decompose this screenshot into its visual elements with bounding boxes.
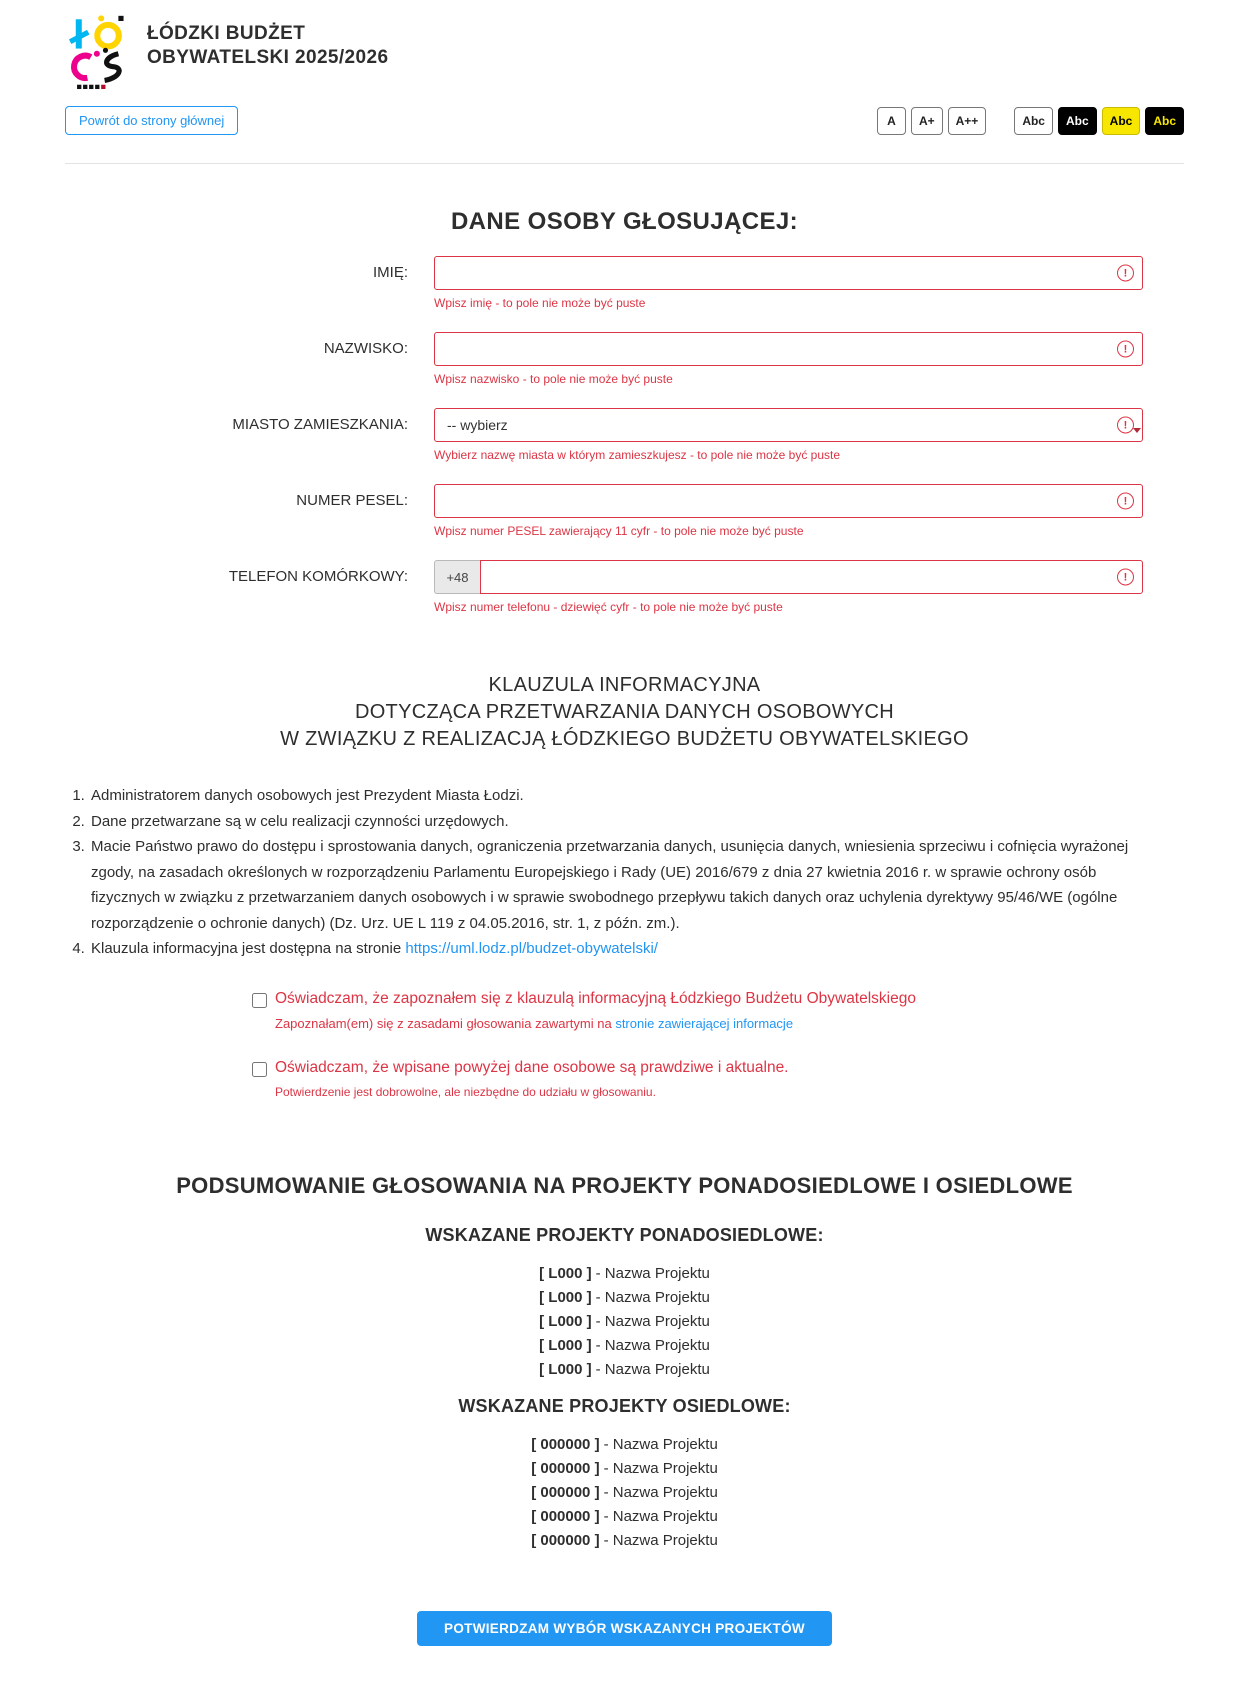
pesel-label: NUMER PESEL:: [296, 492, 408, 509]
project-name: - Nazwa Projektu: [595, 1264, 710, 1282]
site-title: [147, 12, 388, 70]
voting-rules-link[interactable]: stronie zawierającej informacje: [615, 1015, 794, 1031]
project-code: [ 000000 ]: [531, 1531, 600, 1549]
clause-item-1: 1. Administratorem danych osobowych jest Prezydent Miasta Łodzi.: [89, 783, 1169, 809]
project-code: [ L000 ]: [539, 1312, 592, 1330]
project-item: [65, 1310, 1184, 1334]
project-name: - Nazwa Projektu: [595, 1288, 710, 1306]
clause-item-3: 3. Macie Państwo prawo do dostępu i sprostowania danych, ograniczenia przetwarzania danych, usunięcia danych, wniesienia sprzeciwu i cofnięcia wyrażonej zgody, na zasadach określonych w rozporządzeniu Parlamentu Europejskiego i Rady (UE) 2016/679 z dnia 27 kwietnia 2016 r. w sprawie ochrony osób fizycznych w związku z przetwarzaniem danych osobowych i w sprawie swobodnego przepływu takich danych oraz uchylenia dyrektywy 95/46/WE (ogólne rozporządzenie o ochronie danych) (Dz. Urz. UE L 119 z 04.05.2016, str. 1, z późn. zm.).: [89, 834, 1169, 936]
last-name-label: NAZWISKO:: [323, 340, 408, 357]
clause-item-4: [89, 936, 1169, 962]
consent-2-subtext: Potwierdzenie jest dobrowolne, ale niezbędne do udziału w głosowaniu.: [275, 1084, 656, 1099]
project-code: [ L000 ]: [539, 1336, 592, 1354]
consent-2-checkbox[interactable]: [252, 1062, 267, 1077]
project-name: - Nazwa Projektu: [603, 1459, 718, 1477]
pesel-error: Wpisz numer PESEL zawierający 11 cyfr - to pole nie może być puste: [434, 524, 804, 538]
form-heading: DANE OSOBY GŁOSUJĄCEJ:: [450, 208, 799, 235]
font-size-larger-button[interactable]: A+: [911, 107, 943, 135]
project-code: [ L000 ]: [539, 1288, 592, 1306]
clause-heading-line2: DOTYCZĄCA PRZETWARZANIA DANYCH OSOBOWYCH: [354, 701, 895, 723]
first-name-input[interactable]: [434, 256, 1143, 290]
project-name: - Nazwa Projektu: [603, 1531, 718, 1549]
project-name: - Nazwa Projektu: [603, 1507, 718, 1525]
city-label: MIASTO ZAMIESZKANIA:: [232, 416, 408, 433]
error-icon: !: [1117, 417, 1134, 434]
form-row-last-name: [65, 332, 1184, 386]
project-name: - Nazwa Projektu: [595, 1312, 710, 1330]
last-name-input[interactable]: [434, 332, 1143, 366]
consent-2-label[interactable]: Oświadczam, że wpisane powyżej dane osobowe są prawdziwe i aktualne.: [275, 1058, 789, 1076]
contrast-default-button[interactable]: Abc: [1014, 107, 1053, 135]
contrast-black-white-button[interactable]: Abc: [1058, 107, 1097, 135]
toolbar: [65, 106, 1184, 135]
chevron-down-icon: [1133, 428, 1141, 433]
consent-1-checkbox[interactable]: [252, 993, 267, 1008]
font-size-largest-button[interactable]: A++: [948, 107, 987, 135]
consent-2: [252, 1059, 1184, 1099]
last-name-error: Wpisz nazwisko - to pole nie może być puste: [434, 372, 673, 386]
consent-1-subtext: [275, 1016, 1184, 1031]
error-icon: !: [1117, 341, 1134, 358]
project-code: [ 000000 ]: [531, 1459, 600, 1477]
project-item: [65, 1334, 1184, 1358]
project-name: - Nazwa Projektu: [603, 1483, 718, 1501]
clause-info-link[interactable]: https://uml.lodz.pl/budzet-obywatelski/: [405, 940, 658, 957]
site-title-line1: ŁÓDZKI BUDŻET: [147, 23, 306, 44]
error-icon: !: [1117, 265, 1134, 282]
header: [65, 0, 1184, 92]
consent-1-label[interactable]: Oświadczam, że zapoznałem się z klauzulą informacyjną Łódzkiego Budżetu Obywatelskiego: [275, 989, 916, 1007]
citywide-projects-list: [65, 1262, 1184, 1382]
project-item: [65, 1286, 1184, 1310]
project-code: [ 000000 ]: [531, 1435, 600, 1453]
site-title-line2: OBYWATELSKI 2025/2026: [147, 47, 389, 68]
phone-label: TELEFON KOMÓRKOWY:: [228, 568, 408, 585]
project-code: [ 000000 ]: [531, 1507, 600, 1525]
information-clause-section: [65, 672, 1184, 962]
clause-heading: [65, 672, 1184, 753]
contrast-yellow-black-button[interactable]: Abc: [1102, 107, 1141, 135]
district-projects-heading: WSKAZANE PROJEKTY OSIEDLOWE:: [458, 1395, 791, 1416]
clause-list: [69, 783, 1169, 962]
pesel-input[interactable]: [434, 484, 1143, 518]
form-row-first-name: [65, 256, 1184, 310]
clause-item-2: 2. Dane przetwarzane są w celu realizacji czynności urzędowych.: [89, 809, 1169, 835]
project-item: [65, 1457, 1184, 1481]
project-code: [ 000000 ]: [531, 1483, 600, 1501]
header-divider: [65, 163, 1184, 164]
contrast-black-yellow-button[interactable]: Abc: [1145, 107, 1184, 135]
consent-1-subtext-plain: Zapoznałam(em) się z zasadami głosowania zawartymi na: [275, 1015, 616, 1031]
city-error: Wybierz nazwę miasta w którym zamieszkujesz - to pole nie może być puste: [434, 448, 841, 462]
clause-heading-line3: W ZWIĄZKU Z REALIZACJĄ ŁÓDZKIEGO BUDŻETU OBYWATELSKIEGO: [280, 728, 969, 750]
city-select-value: -- wybierz: [447, 417, 508, 433]
error-icon: !: [1117, 569, 1134, 586]
city-select[interactable]: [434, 408, 1143, 442]
font-size-normal-button[interactable]: A: [877, 107, 906, 135]
back-to-home-button[interactable]: Powrót do strony głównej: [65, 106, 238, 135]
phone-prefix: +48: [434, 560, 480, 594]
first-name-label: IMIĘ:: [372, 264, 408, 281]
bottom-spacer: [65, 1646, 1184, 1708]
project-item: [65, 1433, 1184, 1457]
project-name: - Nazwa Projektu: [595, 1336, 710, 1354]
confirm-selection-button[interactable]: POTWIERDZAM WYBÓR WSKAZANYCH PROJEKTÓW: [417, 1611, 832, 1646]
lodz-city-logo: [65, 12, 127, 92]
accessibility-controls: [877, 107, 1184, 135]
project-item: [65, 1529, 1184, 1553]
clause-item-4-text: Klauzula informacyjna jest dostępna na stronie: [91, 940, 406, 957]
phone-input[interactable]: [480, 560, 1143, 594]
clause-heading-line1: KLAUZULA INFORMACYJNA: [488, 674, 761, 696]
project-code: [ L000 ]: [539, 1264, 592, 1282]
project-item: [65, 1481, 1184, 1505]
citywide-projects-heading: WSKAZANE PROJEKTY PONADOSIEDLOWE:: [425, 1224, 824, 1245]
project-name: - Nazwa Projektu: [595, 1360, 710, 1378]
district-projects-list: [65, 1433, 1184, 1553]
form-row-pesel: [65, 484, 1184, 538]
error-icon: !: [1117, 493, 1134, 510]
form-row-phone: [65, 560, 1184, 614]
phone-error: Wpisz numer telefonu - dziewięć cyfr - to pole nie może być puste: [434, 600, 783, 614]
project-name: - Nazwa Projektu: [603, 1435, 718, 1453]
consent-1: [252, 990, 1184, 1031]
first-name-error: Wpisz imię - to pole nie może być puste: [434, 296, 646, 310]
project-code: [ L000 ]: [539, 1360, 592, 1378]
project-item: [65, 1262, 1184, 1286]
summary-heading: PODSUMOWANIE GŁOSOWANIA NA PROJEKTY PONADOSIEDLOWE I OSIEDLOWE: [176, 1172, 1073, 1198]
project-item: [65, 1358, 1184, 1382]
form-row-city: [65, 408, 1184, 462]
project-item: [65, 1505, 1184, 1529]
